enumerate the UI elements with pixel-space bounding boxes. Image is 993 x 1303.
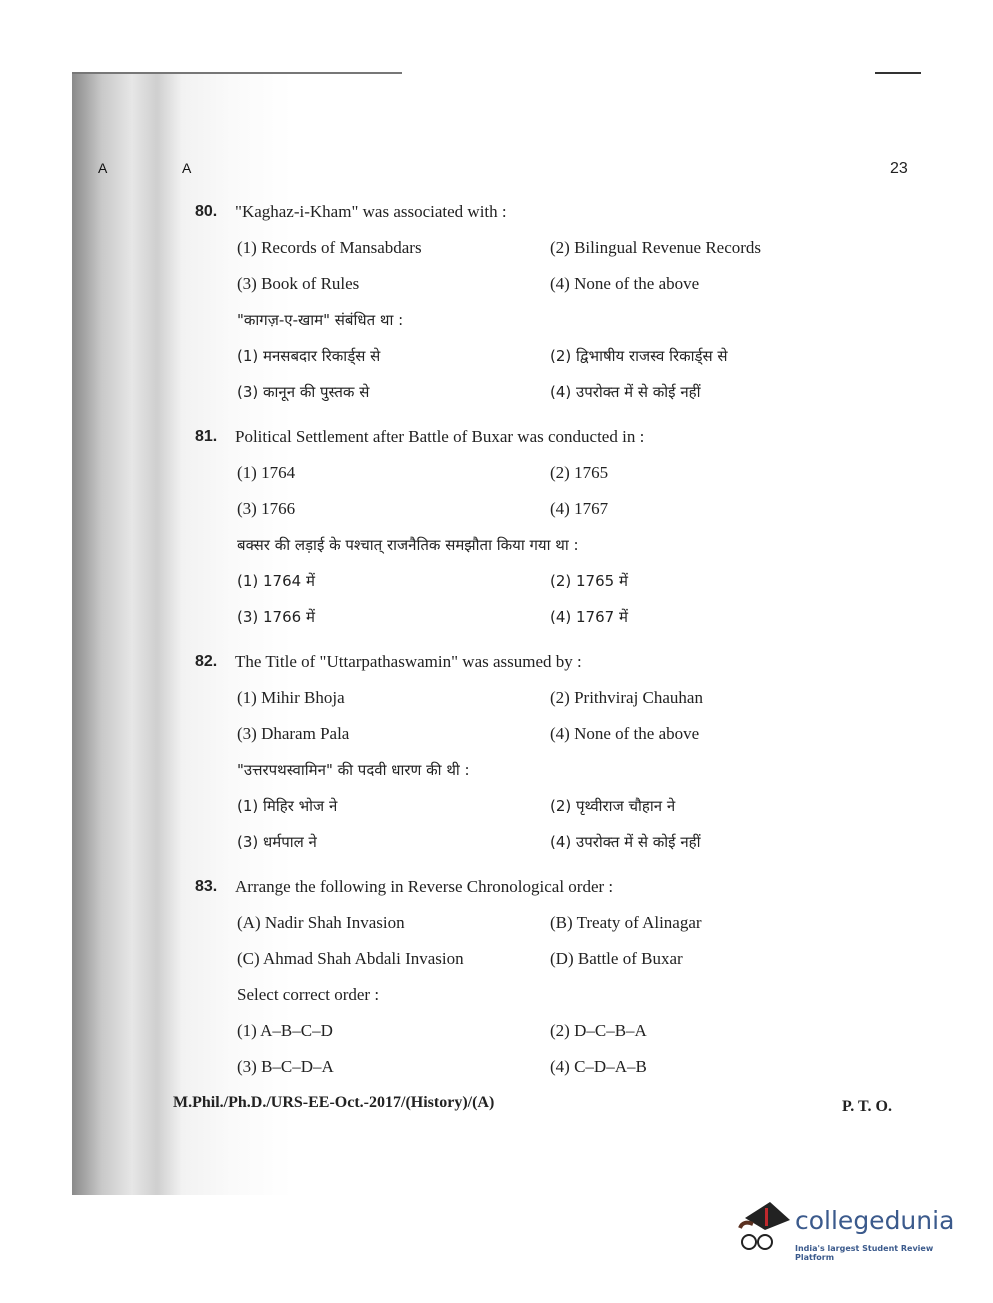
option-hi: (2) पृथ्वीराज चौहान ने	[550, 797, 676, 815]
option: (4) None of the above	[550, 274, 700, 293]
option-hi: (4) उपरोक्त में से कोई नहीं	[550, 383, 701, 401]
question-80	[195, 194, 835, 410]
page-edge	[72, 72, 402, 74]
mascot-icon	[735, 1198, 795, 1268]
option: (D) Battle of Buxar	[550, 949, 683, 968]
option: (1) Records of Mansabdars	[237, 238, 422, 257]
option: (A) Nadir Shah Invasion	[237, 913, 405, 932]
option: (4) None of the above	[550, 724, 700, 743]
question-text-en: Political Settlement after Battle of Buxar was conducted in :	[235, 427, 645, 446]
question-text-en: The Title of "Uttarpathaswamin" was assumed by :	[235, 652, 582, 671]
option: (3) 1766	[237, 499, 296, 518]
option-hi: (2) द्विभाषीय राजस्व रिकार्ड्स से	[550, 347, 728, 365]
logo-tagline: India's largest Student Review Platform	[795, 1244, 934, 1262]
option: (4) 1767	[550, 499, 609, 518]
question-81	[195, 419, 835, 635]
question-text-hi: बक्सर की लड़ाई के पश्चात् राजनैतिक समझौता किया गया था :	[237, 536, 579, 554]
option: (1) Mihir Bhoja	[237, 688, 345, 707]
option-hi: (4) C–D–A–B	[550, 1057, 647, 1076]
option-hi: (2) 1765 में	[550, 572, 628, 590]
option-hi: (1) मिहिर भोज ने	[237, 797, 338, 815]
option-hi: (3) B–C–D–A	[237, 1057, 334, 1076]
question-83	[195, 869, 835, 1085]
option: (1) 1764	[237, 463, 296, 482]
option-hi: (1) मनसबदार रिकार्ड्स से	[237, 347, 381, 365]
paper-code: M.Phil./Ph.D./URS-EE-Oct.-2017/(History)/(A)	[173, 1094, 495, 1111]
logo-wordmark: collegedunia	[795, 1206, 955, 1235]
option-hi: (3) धर्मपाल ने	[237, 833, 317, 851]
question-number: 80.	[195, 203, 218, 220]
question-82	[195, 644, 835, 860]
option-hi: (3) 1766 में	[237, 608, 315, 626]
option: (2) 1765	[550, 463, 609, 482]
question-number: 81.	[195, 428, 218, 445]
option-hi: (1) A–B–C–D	[237, 1021, 333, 1040]
option: (3) Dharam Pala	[237, 724, 350, 743]
question-number: 83.	[195, 878, 218, 895]
page-number: 23	[890, 160, 908, 177]
question-text-en: "Kaghaz-i-Kham" was associated with :	[235, 202, 507, 221]
side-mark: A	[98, 160, 108, 176]
page-edge	[875, 72, 921, 74]
option-hi: (4) 1767 में	[550, 608, 628, 626]
option-hi: (4) उपरोक्त में से कोई नहीं	[550, 833, 701, 851]
question-text-en: Arrange the following in Reverse Chronological order :	[235, 877, 614, 896]
collegedunia-logo	[735, 1198, 965, 1268]
option: (2) Bilingual Revenue Records	[550, 238, 762, 257]
question-text-hi: "कागज़-ए-खाम" संबंधित था :	[237, 311, 404, 329]
option: (3) Book of Rules	[237, 274, 360, 293]
option-hi: (3) कानून की पुस्तक से	[237, 383, 370, 401]
option: (B) Treaty of Alinagar	[550, 913, 702, 932]
option: (2) Prithviraj Chauhan	[550, 688, 703, 707]
option-hi: (2) D–C–B–A	[550, 1021, 647, 1040]
option-hi: (1) 1764 में	[237, 572, 315, 590]
question-text-hi: "उत्तरपथस्वामिन" की पदवी धारण की थी :	[237, 761, 470, 779]
question-text-hi: Select correct order :	[237, 985, 380, 1004]
question-number: 82.	[195, 653, 218, 670]
pto-label: P. T. O.	[842, 1098, 892, 1115]
side-mark: A	[182, 160, 192, 176]
option: (C) Ahmad Shah Abdali Invasion	[237, 949, 464, 968]
